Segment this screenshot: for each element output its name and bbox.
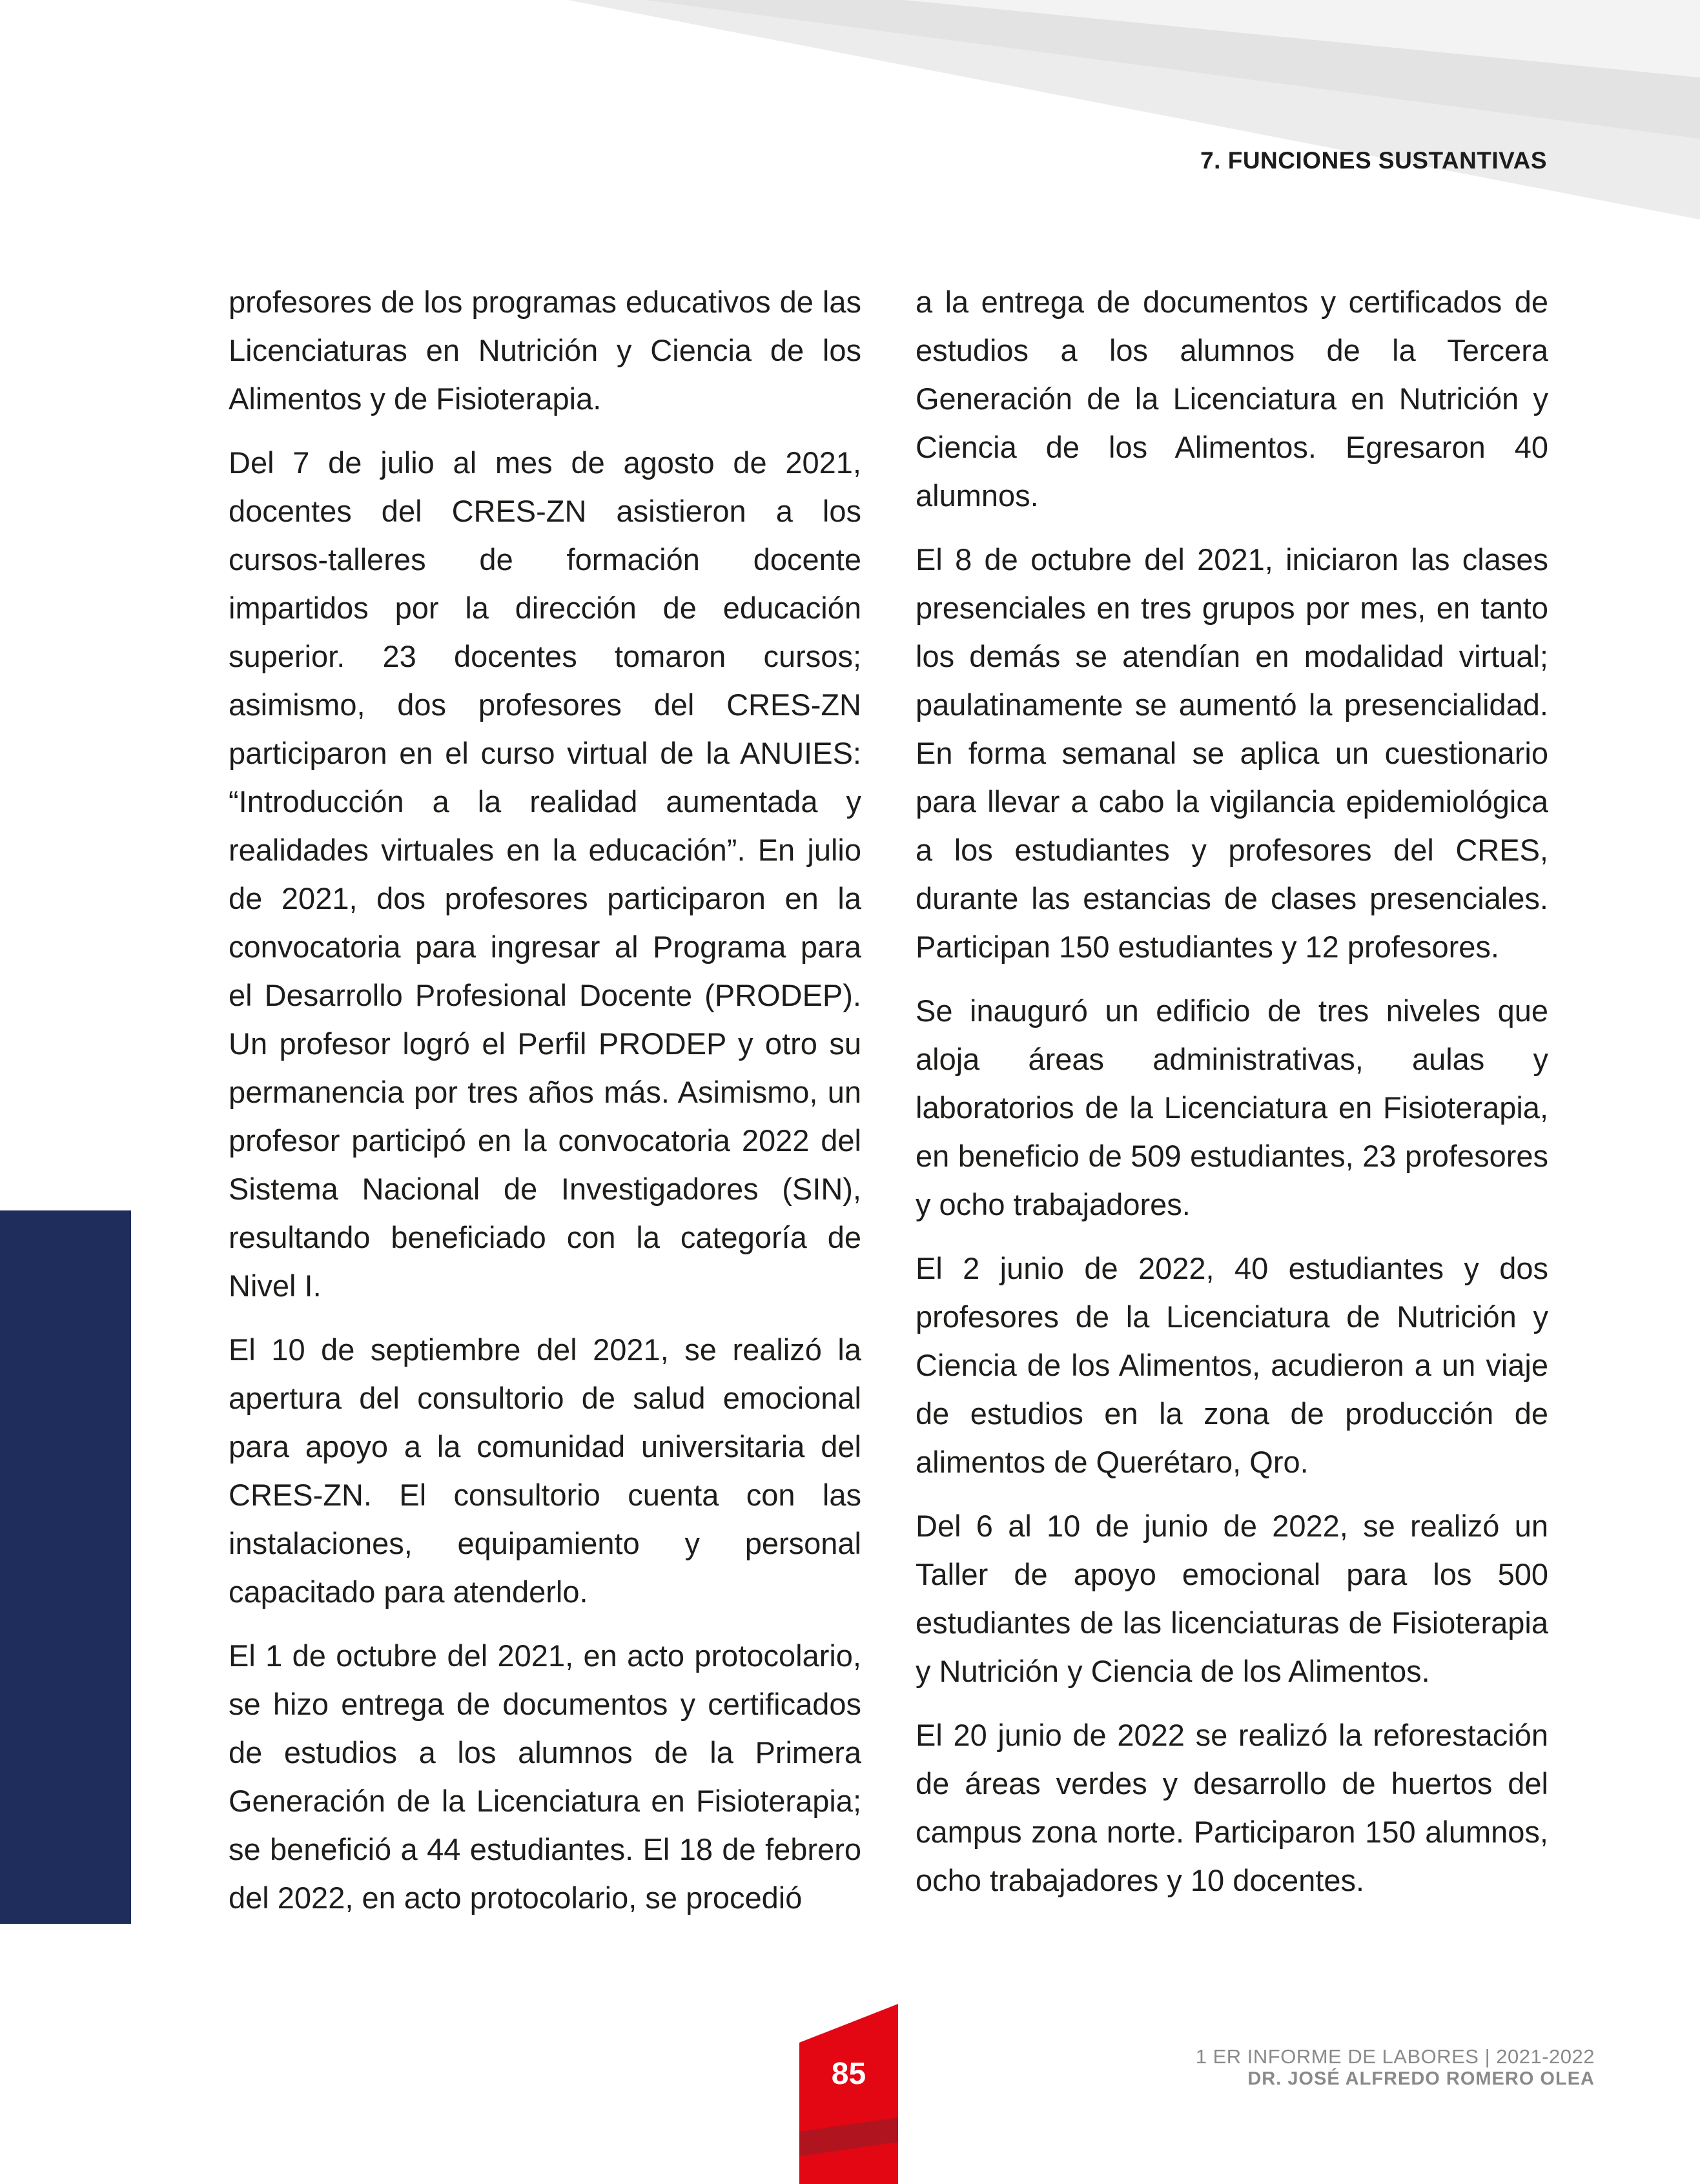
paragraph: a la entrega de documentos y certificados de estudios a los alumnos de la Tercera Generación de la Licenciatura en Nutrición y Ciencia de los Alimentos. Egresaron 40 alumnos. [916,285,1548,513]
paragraph: Se inauguró un edificio de tres niveles que aloja áreas administrativas, aulas y laboratorios de la Licenciatura en Fisioterapia, en beneficio de 509 estudiantes, 23 profesores y ocho trabajadores. [916,994,1548,1221]
paragraph: Del 6 al 10 de junio de 2022, se realizó un Taller de apoyo emocional para los 500 estudiantes de las licenciaturas de Fisioterapia y Nutrición y Ciencia de los Alimentos. [916,1509,1548,1688]
paragraph: profesores de los programas educativos de las Licenciaturas en Nutrición y Ciencia de los Alimentos y de Fisioterapia. [229,285,861,416]
right-column [916,278,1548,1920]
page-number-tab [799,2004,898,2184]
author-name: DR. JOSÉ ALFREDO ROMERO OLEA [1247,2068,1595,2089]
paragraph: El 10 de septiembre del 2021, se realizó la apertura del consultorio de salud emocional para apoyo a la comunidad universitaria del CRES-ZN. El consultorio cuenta con las instalaciones, equipamiento y personal capacitado para atenderlo. [229,1332,861,1609]
section-title: 7. FUNCIONES SUSTANTIVAS [1200,147,1547,174]
paragraph: El 20 junio de 2022 se realizó la reforestación de áreas verdes y desarrollo de huertos del campus zona norte. Participaron 150 alumnos, ocho trabajadores y 10 docentes. [916,1718,1548,1897]
left-column [229,278,861,1937]
paragraph: El 1 de octubre del 2021, en acto protocolario, se hizo entrega de documentos y certificados de estudios a los alumnos de la Primera Generación de la Licenciatura en Fisioterapia; se benefició a 44 estudiantes. El 18 de febrero del 2022, en acto protocolario, se procedió [229,1638,861,1915]
report-title: 1 ER INFORME DE LABORES | 2021-2022 [1195,2045,1595,2068]
side-color-band [0,1210,131,1924]
paragraph: Del 7 de julio al mes de agosto de 2021, docentes del CRES-ZN asistieron a los cursos-talleres de formación docente impartidos por la dirección de educación superior. 23 docentes tomaron cursos; asimismo, dos profesores del CRES-ZN participaron en el curso virtual de la ANUIES: “Introducción a la realidad aumentada y realidades virtuales en la educación”. En julio de 2021, dos profesores participaron en la convocatoria para ingresar al Programa para el Desarrollo Profesional Docente (PRODEP). Un profesor logró el Perfil PRODEP y otro su permanencia por tres años más. Asimismo, un profesor participó en la convocatoria 2022 del Sistema Nacional de Investigadores (SIN), resultando beneficiado con la categoría de Nivel I. [229,445,861,1303]
paragraph: El 2 junio de 2022, 40 estudiantes y dos profesores de la Licenciatura de Nutrición y Ciencia de los Alimentos, acudieron a un viaje de estudios en la zona de producción de alimentos de Querétaro, Qro. [916,1251,1548,1479]
top-decoration [0,0,1700,219]
page-number: 85 [831,2057,866,2091]
paragraph: El 8 de octubre del 2021, iniciaron las clases presenciales en tres grupos por mes, en tanto los demás se atendían en modalidad virtual; paulatinamente se aumentó la presencialidad. En forma semanal se aplica un cuestionario para llevar a cabo la vigilancia epidemiológica a los estudiantes y profesores del CRES, durante las estancias de clases presenciales. Participan 150 estudiantes y 12 profesores. [916,542,1548,964]
